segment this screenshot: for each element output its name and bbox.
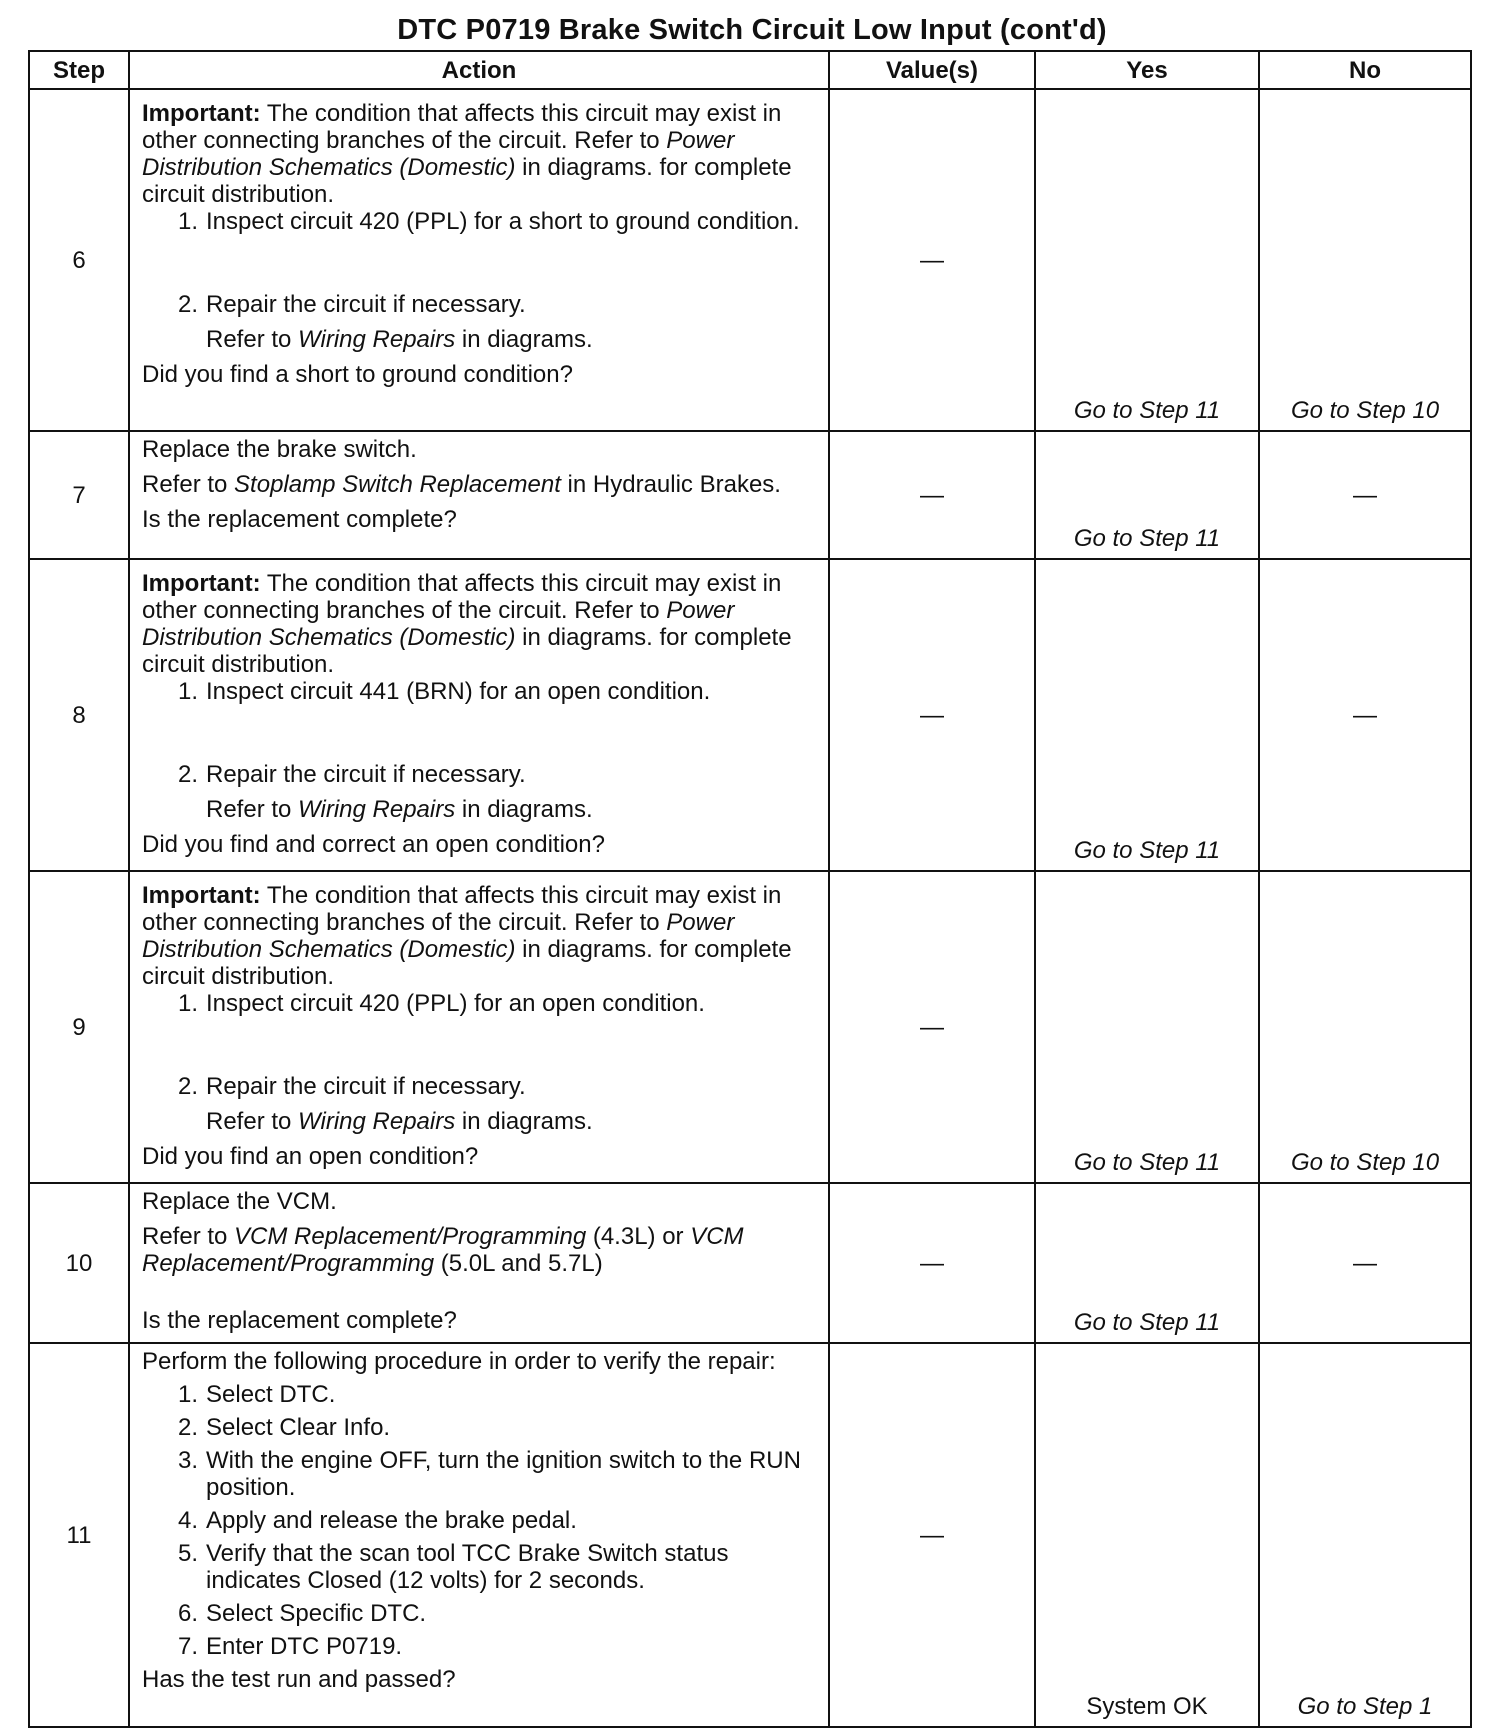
table-row (29, 89, 1471, 431)
action-cell (129, 559, 829, 871)
reference-line: Refer to VCM Replacement/Programming (4.3L) or VCM Replacement/Programming (5.0L and 5.7L) (142, 1223, 744, 1277)
list-item: 1. Inspect circuit 420 (PPL) for a short to ground condition. (177, 208, 800, 235)
diagnostic-table (28, 50, 1472, 1728)
step-number: 8 (29, 559, 129, 871)
step-number: 6 (29, 89, 129, 431)
no-cell: — (1259, 1183, 1471, 1343)
no-cell: — (1259, 431, 1471, 559)
no-cell: — (1259, 559, 1471, 871)
table-row (29, 559, 1471, 871)
important-note: Important: The condition that affects this circuit may exist in other connecting branches of the circuit. Refer to Power Distribution Schematics (Domestic) in diagrams. for complete circuit distribution. (142, 570, 792, 678)
step-number: 7 (29, 431, 129, 559)
list-item: 4. Apply and release the brake pedal. (177, 1507, 577, 1534)
action-cell (129, 1343, 829, 1727)
list-item-reference: Refer to Wiring Repairs in diagrams. (206, 796, 593, 823)
list-item: 1. Inspect circuit 441 (BRN) for an open condition. (177, 678, 711, 705)
yes-cell: Go to Step 11 (1035, 431, 1259, 559)
value-cell: — (829, 871, 1035, 1183)
list-item: 6. Select Specific DTC. (177, 1600, 427, 1627)
step-number: 9 (29, 871, 129, 1183)
header-action: Action (129, 51, 829, 89)
table-row (29, 431, 1471, 559)
table-row (29, 871, 1471, 1183)
action-line: Replace the brake switch. (142, 436, 417, 463)
list-item: 3. With the engine OFF, turn the ignition switch to the RUN position. (177, 1447, 801, 1501)
important-note: Important: The condition that affects this circuit may exist in other connecting branches of the circuit. Refer to Power Distribution Schematics (Domestic) in diagrams. for complete circuit distribution. (142, 882, 792, 990)
list-item: 5. Verify that the scan tool TCC Brake Switch status indicates Closed (12 volts) for 2 seconds. (177, 1540, 729, 1594)
reference-line: Refer to Stoplamp Switch Replacement in Hydraulic Brakes. (142, 471, 781, 498)
value-cell: — (829, 89, 1035, 431)
value-cell: — (829, 559, 1035, 871)
action-cell (129, 1183, 829, 1343)
list-item: 2. Repair the circuit if necessary. (177, 761, 526, 788)
yes-cell: Go to Step 11 (1035, 89, 1259, 431)
no-cell: Go to Step 10 (1259, 89, 1471, 431)
header-values: Value(s) (829, 51, 1035, 89)
list-item: 2. Select Clear Info. (177, 1414, 391, 1441)
list-item: 7. Enter DTC P0719. (177, 1633, 403, 1660)
header-step: Step (29, 51, 129, 89)
action-cell (129, 431, 829, 559)
value-cell: — (829, 1343, 1035, 1727)
yes-cell: Go to Step 11 (1035, 871, 1259, 1183)
page-title: DTC P0719 Brake Switch Circuit Low Input (cont'd) (397, 14, 1107, 46)
question: Did you find and correct an open condition? (142, 831, 605, 858)
procedure-intro: Perform the following procedure in order to verify the repair: (142, 1348, 776, 1375)
yes-cell: Go to Step 11 (1035, 1183, 1259, 1343)
action-cell (129, 871, 829, 1183)
question: Did you find a short to ground condition? (142, 361, 573, 388)
table-header-row (29, 51, 1471, 89)
list-item: 1. Select DTC. (177, 1381, 336, 1408)
list-item: 1. Inspect circuit 420 (PPL) for an open condition. (177, 990, 705, 1017)
no-cell: Go to Step 1 (1259, 1343, 1471, 1727)
action-cell (129, 89, 829, 431)
question: Did you find an open condition? (142, 1143, 479, 1170)
step-number: 10 (29, 1183, 129, 1343)
procedure-list (142, 678, 814, 823)
procedure-list (142, 208, 814, 353)
header-yes: Yes (1035, 51, 1259, 89)
action-line: Replace the VCM. (142, 1188, 337, 1215)
yes-cell: System OK (1035, 1343, 1259, 1727)
list-item: 2. Repair the circuit if necessary. (177, 1073, 526, 1100)
table-row (29, 1183, 1471, 1343)
procedure-list (142, 990, 814, 1135)
value-cell: — (829, 1183, 1035, 1343)
list-item-reference: Refer to Wiring Repairs in diagrams. (206, 1108, 593, 1135)
table-row (29, 1343, 1471, 1727)
yes-cell: Go to Step 11 (1035, 559, 1259, 871)
list-item: 2. Repair the circuit if necessary. (177, 291, 526, 318)
no-cell: Go to Step 10 (1259, 871, 1471, 1183)
value-cell: — (829, 431, 1035, 559)
question: Is the replacement complete? (142, 1307, 457, 1334)
question: Has the test run and passed? (142, 1666, 456, 1693)
header-no: No (1259, 51, 1471, 89)
question: Is the replacement complete? (142, 506, 457, 533)
important-note: Important: The condition that affects this circuit may exist in other connecting branches of the circuit. Refer to Power Distribution Schematics (Domestic) in diagrams. for complete circuit distribution. (142, 100, 792, 208)
step-number: 11 (29, 1343, 129, 1727)
procedure-list (142, 1381, 814, 1660)
list-item-reference: Refer to Wiring Repairs in diagrams. (206, 326, 593, 353)
